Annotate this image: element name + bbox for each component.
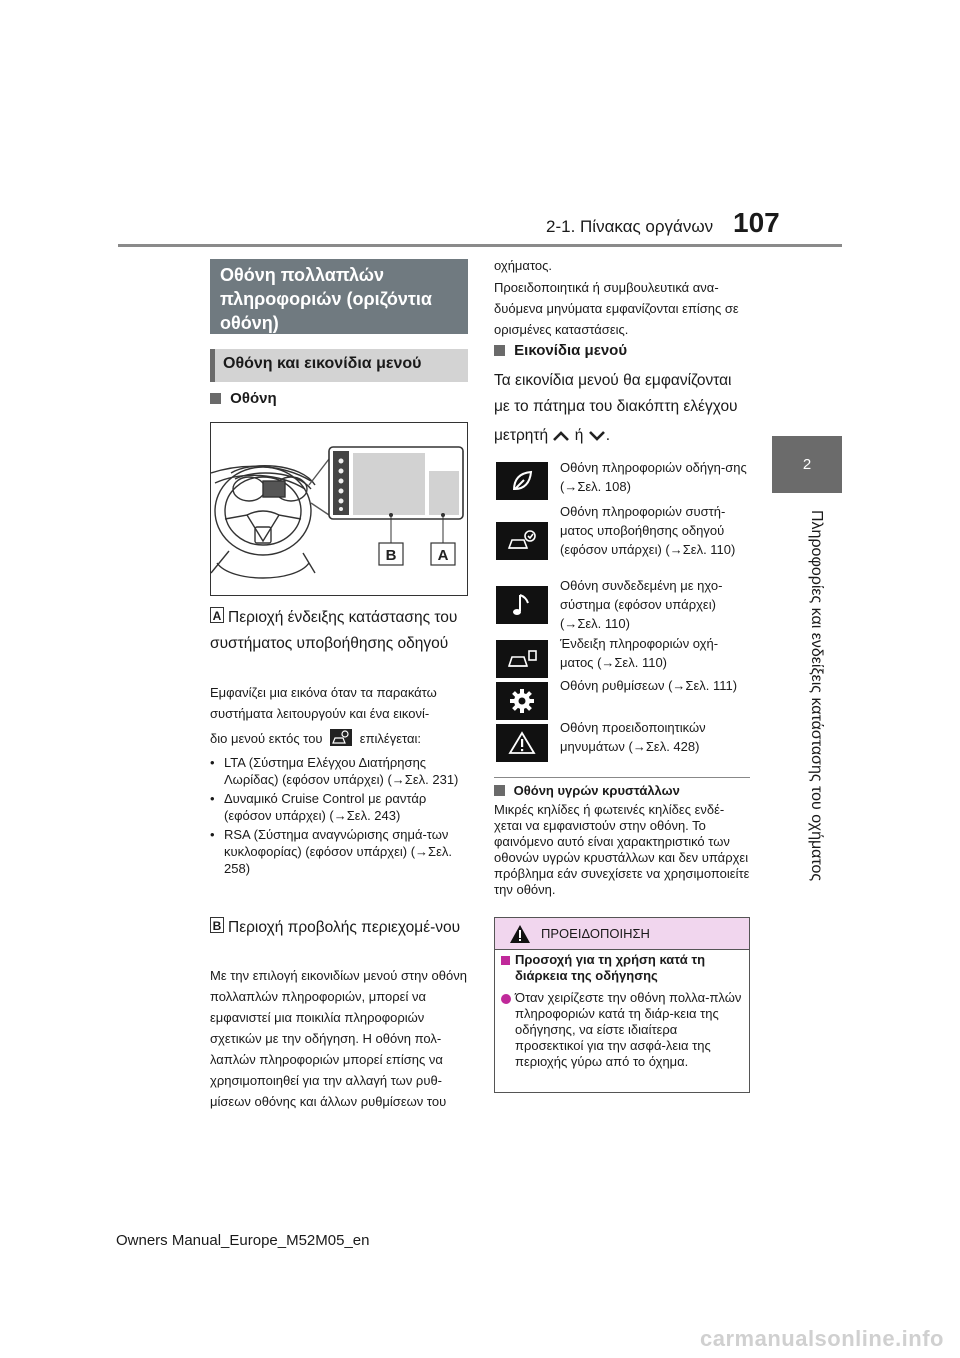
label-b-badge: B [210, 917, 224, 933]
warning-heading: Προσοχή για τη χρήση κατά τη διάρκεια της οδήγησης [515, 952, 706, 983]
menu-intro-1: Τα εικονίδια μενού θα εμφανίζονται με το πάτημα του διακόπτη ελέγχου [494, 372, 738, 415]
lcd-divider [494, 777, 750, 778]
menu-item-label: Οθόνη πληροφοριών οδήγη-σης (→Σελ. 108) [560, 460, 747, 494]
menu-item-label: Οθόνη ρυθμίσεων (→Σελ. 111) [560, 678, 738, 693]
watermark: carmanualsonline.info [700, 1326, 944, 1351]
lcd-heading-text: Οθόνη υγρών κρυστάλλων [513, 783, 680, 798]
list-item: • Δυναμικό Cruise Control με ραντάρ (εφόσον υπάρχει) (→Σελ. 243) [210, 790, 460, 824]
music-note-icon [496, 586, 548, 624]
section-title: 2-1. Πίνακας οργάνων [546, 217, 714, 236]
menu-item-driving-info [496, 458, 752, 504]
popup-paragraph: Προειδοποιητικά ή συμβουλευτικά ανα-δυόμενα μηνύματα εμφανίζονται επίσης σε ορισμένες καταστάσεις. [494, 280, 739, 337]
menu-intro-2 [494, 424, 750, 450]
display-heading [210, 390, 277, 407]
chapter-side-title [804, 510, 828, 1010]
label-a-text-1: Εμφανίζει μια εικόνα όταν τα παρακάτω συστήματα λειτουργούν και ένα εικονί- [210, 685, 437, 721]
label-a-title-block [210, 605, 468, 657]
dashboard-illustration [211, 423, 467, 595]
chapter-side-title-text: Πληροφορίες και ενδείξεις κατάστασης του οχήματος [808, 510, 825, 882]
label-a-text-2 [210, 728, 468, 749]
menu-icons-heading [494, 342, 627, 359]
menu-item-warnings [496, 718, 752, 764]
chevron-up-icon [552, 426, 570, 450]
warning-triangle-icon [496, 724, 548, 762]
label-a-badge: A [210, 607, 224, 623]
menu-intro-2b: ή [574, 427, 584, 444]
warning-title: ΠΡΟΕΙΔΟΠΟΙΗΣΗ [541, 926, 650, 941]
warning-triangle-icon [509, 924, 531, 944]
label-a-text-2a: διο μενού εκτός του [210, 731, 323, 746]
warning-square-marker [501, 956, 510, 965]
menu-icons-heading-text: Εικονίδια μενού [514, 342, 628, 359]
label-b-text: Με την επιλογή εικονιδίων μενού στην οθόνη πολλαπλών πληροφοριών, μπορεί να εμφανιστεί μια ποικιλία πληροφοριών σχετικών με την οδήγηση. Η οθόνη πολ-λαπλών πληροφοριών μπορεί επίσης να χρησιμοποιηθεί για την αλλαγή των ρυθ-μίσεων οθόνης και άλλων ρυθμίσεων του [210, 968, 467, 1109]
menu-item-label: Οθόνη συνδεδεμένη με ηχο-σύστημα (εφόσον υπάρχει) (→Σελ. 110) [560, 578, 723, 631]
figure-label-b: B [385, 547, 397, 564]
driver-assist-icon [496, 522, 548, 560]
chevron-down-icon [588, 426, 606, 450]
menu-item-settings [496, 676, 752, 722]
page-number: 107 [733, 207, 780, 238]
driver-assist-menu-icon [330, 729, 352, 746]
header-divider [118, 244, 842, 247]
continued-text: οχήματος. [494, 258, 552, 273]
manual-id: Owners Manual_Europe_M52M05_en [116, 1232, 370, 1249]
main-heading: Οθόνη πολλαπλών πληροφοριών (οριζόντια οθόνη) [210, 259, 468, 334]
label-a-text-2b: επιλέγεται: [359, 731, 421, 746]
menu-item-audio [496, 576, 752, 634]
label-b-title-block [210, 915, 468, 941]
chapter-tab: 2 [772, 436, 842, 493]
menu-item-label: Οθόνη προειδοποιητικών μηνυμάτων (→Σελ. 428) [560, 720, 706, 754]
gear-icon [496, 682, 548, 720]
leaf-icon [496, 462, 548, 500]
menu-intro-2c: . [605, 427, 611, 444]
menu-intro-2a: μετρητή [494, 427, 549, 444]
menu-item-label: Οθόνη πληροφοριών συστή-ματος υποβοήθησης οδηγού (εφόσον υπάρχει) (→Σελ. 110) [560, 504, 736, 557]
lcd-heading [494, 783, 680, 798]
warning-box [494, 917, 750, 1093]
menu-item-label: Ένδειξη πληροφοριών οχή-ματος (→Σελ. 110) [560, 636, 719, 670]
warning-header [495, 918, 749, 950]
menu-item-vehicle-info [496, 634, 752, 680]
warning-text: Όταν χειρίζεστε την οθόνη πολλα-πλών πληροφοριών κατά τη διάρ-κεια της οδήγησης, να είστε ιδιαίτερα προσεκτικοί για την ασφά-λεια της περιοχής γύρω από το όχημα. [515, 990, 742, 1069]
system-bullet-list [210, 754, 460, 877]
display-heading-text: Οθόνη [230, 390, 277, 407]
sub-heading: Οθόνη και εικονίδια μενού [210, 349, 468, 382]
lcd-text: Μικρές κηλίδες ή φωτεινές κηλίδες ενδέ-χεται να εμφανιστούν στην οθόνη. Το φαινόμενο αυτό είναι χαρακτηριστικό των οθονών υγρών κρυστάλλων και δεν υπάρχει πρόβλημα εάν συνεχίσετε να χρησιμοποιείτε την οθόνη. [494, 802, 750, 897]
instrument-panel-figure [210, 422, 468, 596]
menu-item-driver-assist [496, 502, 752, 580]
label-a-title: Περιοχή ένδειξης κατάστασης του συστήματος υποβοήθησης οδηγού [210, 609, 458, 652]
list-item: • LTA (Σύστημα Ελέγχου Διατήρησης Λωρίδας) (εφόσον υπάρχει) (→Σελ. 231) [210, 754, 460, 788]
list-item: • RSA (Σύστημα αναγνώρισης σημά-των κυκλοφορίας) (εφόσον υπάρχει) (→Σελ. 258) [210, 826, 460, 877]
warning-bullet-marker [501, 994, 511, 1004]
vehicle-info-icon [496, 640, 548, 678]
label-b-title: Περιοχή προβολής περιεχομέ-νου [228, 919, 461, 936]
figure-label-a: A [437, 547, 449, 564]
